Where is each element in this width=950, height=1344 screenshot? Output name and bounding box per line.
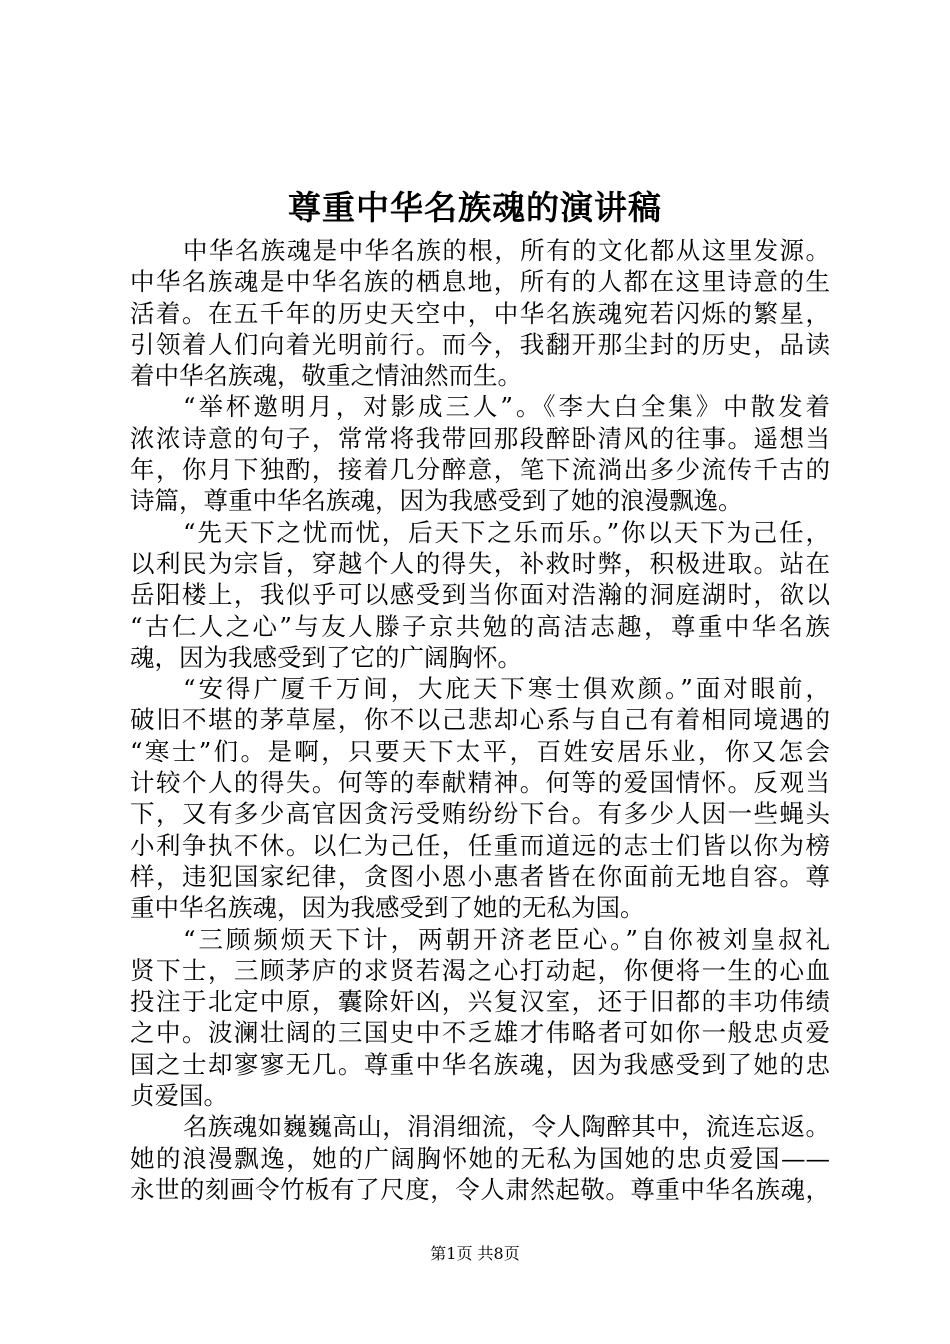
body-line: 计较个人的得失。何等的奉献精神。何等的爱国情怀。反观当 [130,768,830,798]
body-line: 着中华名族魂，敬重之情油然而生。 [130,361,522,391]
body-line: 引领着人们向着光明前行。而今，我翻开那尘封的历史，品读 [130,329,830,359]
document-body [130,235,830,1205]
body-line: 下，又有多少高官因贪污受贿纷纷下台。有多少人因一些蝇头 [130,799,830,829]
body-line: 诗篇，尊重中华名族魂，因为我感受到了她的浪漫飘逸。 [130,486,743,516]
body-line: 以利民为宗旨，穿越个人的得失，补救时弊，积极进取。站在 [130,548,830,578]
body-line: 之中。波澜壮阔的三国史中不乏雄才伟略者可如你一般忠贞爱 [130,1018,830,1048]
body-line: “三顾频烦天下计，两朝开济老臣心。”自你被刘皇叔礼 [183,924,830,954]
body-line: 小利争执不休。以仁为己任，任重而道远的志士们皆以你为榜 [130,830,830,860]
body-line: 投注于北定中原，囊除奸凶，兴复汉室，还于旧都的丰功伟绩 [130,987,830,1017]
body-line: 永世的刻画令竹板有了尺度，令人肃然起敬。尊重中华名族魂， [130,1174,830,1204]
body-line: “寒士”们。是啊，只要天下太平，百姓安居乐业，你又怎会 [130,736,830,766]
body-line: 破旧不堪的茅草屋，你不以己悲却心系与自己有着相同境遇的 [130,705,830,735]
body-line: 年，你月下独酌，接着几分醉意，笔下流淌出多少流传千古的 [130,455,830,485]
body-line: “先天下之忧而忧，后天下之乐而乐。”你以天下为己任， [183,517,830,547]
body-line: 贞爱国。 [130,1081,228,1111]
body-line: 名族魂如巍巍高山，涓涓细流，令人陶醉其中，流连忘返。 [183,1112,830,1142]
body-line: 重中华名族魂，因为我感受到了她的无私为国。 [130,893,645,923]
document-title: 尊重中华名族魂的演讲稿 [288,188,662,227]
body-line: “举杯邀明月，对影成三人”。《李大白全集》中散发着 [183,392,830,422]
body-line: 中华名族魂是中华名族的栖息地，所有的人都在这里诗意的生 [130,267,830,297]
body-line: “古仁人之心”与友人滕子京共勉的高洁志趣，尊重中华名族 [130,611,830,641]
body-line: 浓浓诗意的句子，常常将我带回那段醉卧清风的往事。遥想当 [130,423,830,453]
body-line: 中华名族魂是中华名族的根，所有的文化都从这里发源。 [183,236,830,265]
body-line: 样，违犯国家纪律，贪图小恩小惠者皆在你面前无地自容。尊 [130,861,830,891]
page-footer: 第1页 共8页 [430,1244,520,1263]
body-line: 她的浪漫飘逸，她的广阔胸怀她的无私为国她的忠贞爱国—— [130,1143,830,1173]
body-line: “安得广厦千万间，大庇天下寒士俱欢颜。”面对眼前， [183,674,830,704]
body-line: 魂，因为我感受到了它的广阔胸怀。 [130,642,522,672]
body-line: 贤下士，三顾茅庐的求贤若渴之心打动起，你便将一生的心血 [130,955,830,985]
body-line: 活着。在五千年的历史天空中，中华名族魂宛若闪烁的繁星， [130,298,830,328]
body-line: 国之士却寥寥无几。尊重中华名族魂，因为我感受到了她的忠 [130,1049,830,1079]
body-line: 岳阳楼上，我似乎可以感受到当你面对浩瀚的洞庭湖时，欲以 [130,580,830,610]
